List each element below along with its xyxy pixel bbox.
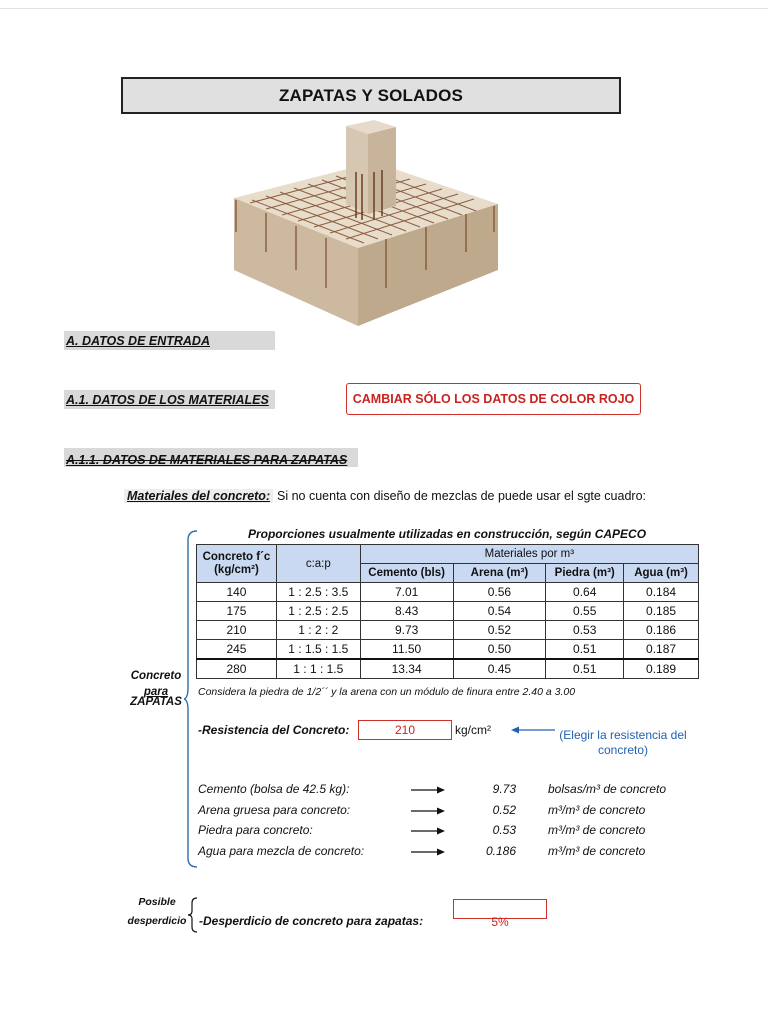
- table-row: [197, 621, 699, 640]
- resistencia-unit: kg/cm²: [455, 723, 491, 737]
- desperdicio-side-line2: desperdicio: [127, 915, 187, 927]
- header-concreto: Concreto f´c (kg/cm²): [197, 545, 277, 583]
- materials-note: Si no cuenta con diseño de mezclas de puede usar el sgte cuadro:: [277, 489, 646, 503]
- cell-resistencia: 175: [197, 602, 277, 621]
- right-arrow-icon: [411, 827, 445, 835]
- side-label-line3: ZAPATAS: [130, 696, 182, 708]
- header-cap: c:a:p: [276, 545, 360, 583]
- cell-arena: 0.50: [453, 640, 546, 660]
- desperdicio-brace: [188, 897, 198, 933]
- result-value-cemento: 9.73: [492, 782, 516, 796]
- resistencia-label: -Resistencia del Concreto:: [198, 723, 350, 737]
- table-caption: Proporciones usualmente utilizadas en construcción, según CAPECO: [247, 527, 647, 541]
- footing-illustration: [226, 120, 506, 330]
- resistencia-input[interactable]: 210: [358, 720, 452, 740]
- cell-cemento: 9.73: [360, 621, 453, 640]
- cell-cap: 1 : 1 : 1.5: [276, 659, 360, 679]
- result-value-arena: 0.52: [492, 803, 516, 817]
- resistencia-hint: [553, 728, 693, 758]
- hint-line2: concreto): [597, 743, 649, 757]
- table-row: [197, 659, 699, 679]
- cell-cap: 1 : 2 : 2: [276, 621, 360, 640]
- cell-piedra: 0.51: [546, 659, 624, 679]
- hint-line1: (Elegir la resistencia del: [559, 728, 687, 742]
- cell-cemento: 11.50: [360, 640, 453, 660]
- cell-arena: 0.45: [453, 659, 546, 679]
- concreto-side-label: [124, 668, 188, 710]
- page-title: ZAPATAS Y SOLADOS: [121, 77, 621, 114]
- left-arrow-icon: [511, 725, 555, 735]
- cell-agua: 0.185: [624, 602, 699, 621]
- desperdicio-side-label: [126, 893, 188, 931]
- proportions-table: [196, 544, 699, 679]
- cell-cemento: 7.01: [360, 583, 453, 602]
- result-value-agua: 0.186: [485, 844, 516, 858]
- warning-box: CAMBIAR SÓLO LOS DATOS DE COLOR ROJO: [346, 383, 641, 415]
- cell-piedra: 0.55: [546, 602, 624, 621]
- cell-resistencia: 245: [197, 640, 277, 660]
- section-a1-heading: A.1. DATOS DE LOS MATERIALES: [64, 390, 275, 409]
- top-divider: [0, 8, 768, 9]
- cell-agua: 0.187: [624, 640, 699, 660]
- cell-piedra: 0.64: [546, 583, 624, 602]
- cell-resistencia: 280: [197, 659, 277, 679]
- side-label-line2: para: [143, 686, 169, 698]
- result-unit-arena: m³/m³ de concreto: [548, 803, 646, 817]
- desperdicio-side-line1: Posible: [138, 896, 176, 908]
- section-a11-heading: A.1.1. DATOS DE MATERIALES PARA ZAPATAS: [64, 448, 358, 467]
- cell-arena: 0.52: [453, 621, 546, 640]
- result-unit-agua: m³/m³ de concreto: [548, 844, 646, 858]
- desperdicio-label: -Desperdicio de concreto para zapatas:: [199, 914, 424, 928]
- right-arrow-icon: [411, 848, 445, 856]
- header-agua: Agua (m³): [624, 564, 699, 583]
- header-cemento: Cemento (bls): [360, 564, 453, 583]
- result-unit-piedra: m³/m³ de concreto: [548, 823, 646, 837]
- cell-piedra: 0.53: [546, 621, 624, 640]
- right-arrow-icon: [411, 786, 445, 794]
- cell-agua: 0.189: [624, 659, 699, 679]
- cell-piedra: 0.51: [546, 640, 624, 660]
- side-label-line1: Concreto: [130, 670, 182, 682]
- table-row: [197, 602, 699, 621]
- cell-resistencia: 140: [197, 583, 277, 602]
- cell-cap: 1 : 2.5 : 3.5: [276, 583, 360, 602]
- result-label-cemento: Cemento (bolsa de 42.5 kg):: [198, 782, 350, 796]
- cell-agua: 0.186: [624, 621, 699, 640]
- section-a-heading: A. DATOS DE ENTRADA: [64, 331, 275, 350]
- result-label-piedra: Piedra para concreto:: [198, 823, 313, 837]
- cell-arena: 0.56: [453, 583, 546, 602]
- cell-cap: 1 : 2.5 : 2.5: [276, 602, 360, 621]
- header-materiales-group: Materiales por m³: [360, 545, 698, 564]
- right-arrow-icon: [411, 807, 445, 815]
- cell-cemento: 8.43: [360, 602, 453, 621]
- cell-resistencia: 210: [197, 621, 277, 640]
- materials-label: Materiales del concreto:: [124, 489, 273, 503]
- cell-cemento: 13.34: [360, 659, 453, 679]
- result-label-arena: Arena gruesa para concreto:: [198, 803, 351, 817]
- result-value-piedra: 0.53: [492, 823, 516, 837]
- table-footnote: Considera la piedra de 1/2´´ y la arena con un módulo de finura entre 2.40 a 3.00: [198, 686, 576, 698]
- result-unit-cemento: bolsas/m³ de concreto: [548, 782, 667, 796]
- cell-cap: 1 : 1.5 : 1.5: [276, 640, 360, 660]
- table-row: [197, 583, 699, 602]
- desperdicio-value[interactable]: 5%: [491, 915, 509, 929]
- cell-arena: 0.54: [453, 602, 546, 621]
- header-arena: Arena (m³): [453, 564, 546, 583]
- table-row: [197, 640, 699, 660]
- cell-agua: 0.184: [624, 583, 699, 602]
- header-piedra: Piedra (m³): [546, 564, 624, 583]
- result-label-agua: Agua para mezcla de concreto:: [198, 844, 365, 858]
